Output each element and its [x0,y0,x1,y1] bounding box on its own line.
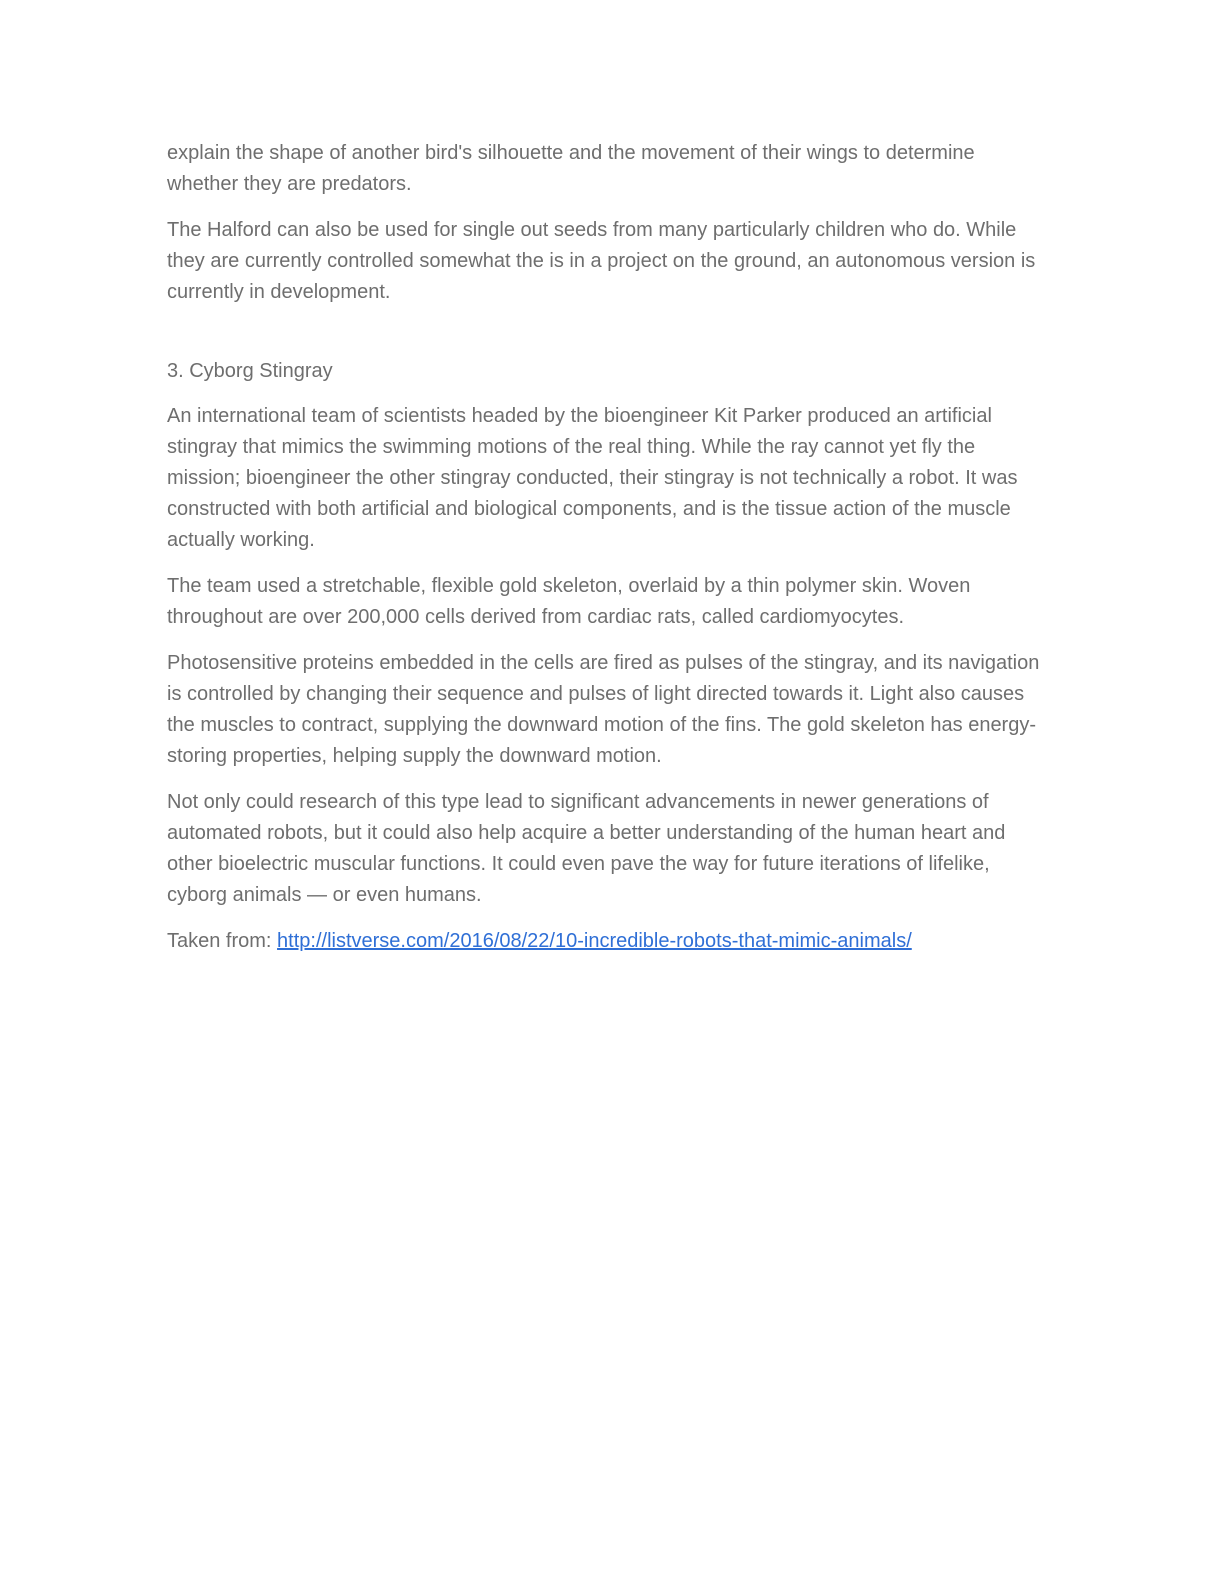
section-heading: 3. Cyborg Stingray [167,360,333,382]
document-page [167,138,1047,972]
paragraph: The Halford can also be used for single out seeds from many particularly children who do. While they are currently controlled somewhat the is in a project on the ground, an autonomous version is currently in development. [167,219,1036,303]
paragraph: Not only could research of this type lead to significant advancements in newer generations of automated robots, but it could also help acquire a better understanding of the human heart and other bioelectric muscular functions. It could even pave the way for future iterations of lifelike, cyborg animals — or even humans. [167,791,1006,906]
source-citation [167,926,1047,957]
paragraph: explain the shape of another bird's silhouette and the movement of their wings to determine whether they are predators. [167,142,975,195]
source-link[interactable]: http://listverse.com/2016/08/22/10-incredible-robots-that-mimic-animals/ [277,930,912,952]
paragraph: An international team of scientists headed by the bioengineer Kit Parker produced an artificial stingray that mimics the swimming motions of the real thing. While the ray cannot yet fly the mission; bioengineer the other stingray conducted, their stingray is not technically a robot. It was constructed with both artificial and biological components, and is the tissue action of the muscle actually working. [167,405,1018,551]
paragraph: Photosensitive proteins embedded in the cells are fired as pulses of the stingray, and its navigation is controlled by changing their sequence and pulses of light directed towards it. Light also causes the muscles to contract, supplying the downward motion of the fins. The gold skeleton has energy-storing properties, helping supply the downward motion. [167,652,1040,767]
paragraph: The team used a stretchable, flexible gold skeleton, overlaid by a thin polymer skin. Woven throughout are over 200,000 cells derived from cardiac rats, called cardiomyocytes. [167,575,971,628]
source-prefix: Taken from: [167,930,278,952]
